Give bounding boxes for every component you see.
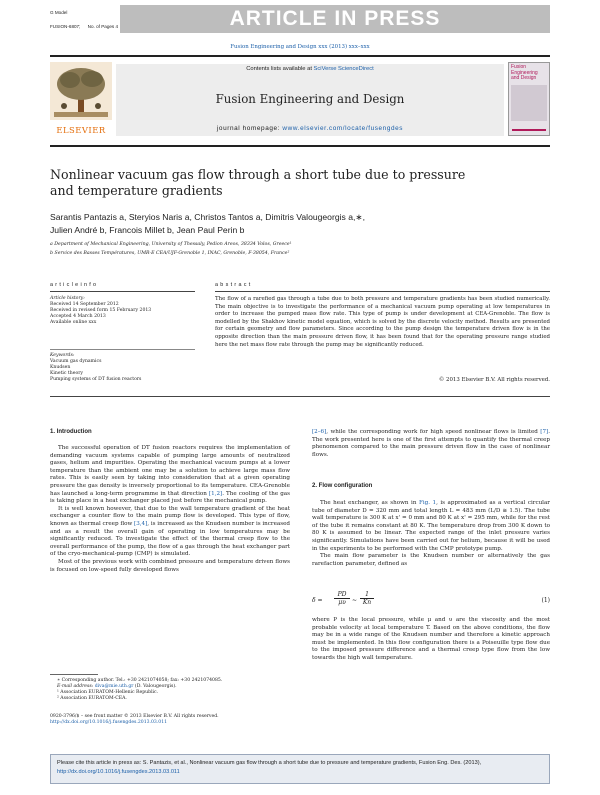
intro-paragraph-2 [50, 506, 290, 559]
intro-p1-text-end: . The cooling of the gas is taking place in a heat exchanger placed just before the mechanical pump. [50, 490, 290, 505]
continued-text: , while the corresponding work for high speed nonlinear flows is limited [326, 429, 541, 435]
flow-paragraph-2: The main flow parameter is the Knudsen number or alternatively the gas rarefaction parameter, defined as [312, 553, 550, 567]
affiliation-a: a Department of Mechanical Engineering, University of Thessaly, Pedion Areos, 38334 Volos, Greece¹ [50, 242, 292, 247]
citation-doi-link[interactable]: http://dx.doi.org/10.1016/j.fusengdes.2013.03.011 [57, 769, 180, 775]
fraction-numerator: 1 [360, 591, 374, 599]
keywords-label: Keywords: [50, 353, 75, 358]
keyword-item: Pumping systems of DT fusion reactors [50, 377, 142, 382]
figure-link[interactable]: Fig. 1 [418, 500, 437, 506]
section-2-heading: 2. Flow configuration [312, 483, 373, 489]
cover-stripe [512, 129, 546, 131]
abstract-heading: a b s t r a c t [215, 282, 251, 288]
affiliation-b: b Service des Basses Températures, UMR-E CEA/UJF-Grenoble 1, INAC, Grenoble, F-38054, France² [50, 250, 290, 256]
online-date: Available online xxx [50, 320, 97, 325]
flow-paragraph-1 [312, 500, 550, 553]
section-1-heading: 1. Introduction [50, 429, 92, 435]
title-line-1: Nonlinear vacuum gas flow through a short tube due to pressure [50, 167, 466, 182]
cover-image [511, 85, 547, 121]
citation-text: Please cite this article in press as: S. Pantazis, et al., Nonlinear vacuum gas flow through a short tube due to pressure and temperature gradients, Fusion Eng. Des. (2013), [57, 760, 482, 766]
masthead-rule [50, 145, 550, 147]
abstract-text: The flow of a rarefied gas through a tube due to both pressure and temperature gradients has been studied numerically. The main objective is to investigate the performance of a mechanical vacuum pump operating at low temperatures in order to increase the pumped mass flow rate. This type of pump is under development at CEA-Grenoble. The flow is modelled by the Shakhov kinetic model equation, which is solved by the discrete velocity method. Results are presented for certain geometry and flow parameters. Since according to the pump design the temperature driven flow is in the opposite direction than the main pressure driven flow, it has been found that for the operating pressure range studied here the net mass flow rate through the pump may be significantly reduced. [215, 296, 550, 348]
footnote-1: ¹ Association EURATOM-Hellenic Republic. [57, 690, 159, 695]
banner-text: ARTICLE IN PRESS [229, 7, 441, 30]
journal-title: Fusion Engineering and Design [215, 92, 405, 106]
elsevier-tree-icon [50, 62, 112, 120]
keyword-item: Knudsen [50, 365, 71, 370]
equation-lhs: δ = [312, 597, 323, 604]
homepage-link[interactable]: www.elsevier.com/locate/fusengdes [282, 125, 404, 132]
intro-continued [312, 429, 550, 459]
publisher-name: ELSEVIER [56, 125, 106, 135]
fusion-id [50, 24, 118, 30]
keyword-item: Vacuum gas dynamics [50, 359, 102, 364]
right-column-top [312, 429, 550, 459]
citation-link[interactable]: [2–6] [312, 429, 327, 435]
article-info-heading: a r t i c l e i n f o [50, 282, 97, 288]
citation-link[interactable]: [1,2] [208, 490, 223, 497]
footnote-rule [50, 674, 98, 675]
right-column-body [312, 500, 550, 568]
issn-block [50, 714, 310, 726]
article-title [50, 167, 550, 198]
history-label: Article history: [50, 296, 85, 301]
accepted-date: Accepted 4 March 2013 [50, 314, 106, 319]
issn-line: 0920-3796/$ – see front matter © 2013 Elsevier B.V. All rights reserved. [50, 714, 219, 719]
citation-link[interactable]: [7] [540, 429, 549, 435]
equation-approx: ~ [352, 597, 358, 604]
homepage-line [116, 125, 504, 132]
author-list [50, 211, 550, 236]
intro-paragraph-3: Most of the previous work with combined pressure and temperature driven flows is focused on low-speed fully developed flows [50, 558, 290, 573]
corresponding-author: ∗ Corresponding author. Tel.: +30 2421074058; fax: +30 2421074085. [57, 678, 223, 683]
equation-1 [312, 591, 550, 613]
gmodel-label: G Model [50, 10, 68, 15]
fraction-denominator: Kn [362, 599, 372, 606]
flow-p1-text: The heat exchanger, as shown in [320, 500, 419, 506]
received-date: Received 14 September 2012 [50, 302, 119, 307]
top-rule [50, 55, 550, 57]
citation-link[interactable]: [3,4] [134, 520, 148, 527]
fusion-id-text: FUSION-6807; [50, 24, 81, 29]
page-count: No. of Pages 4 [87, 24, 119, 29]
email-label: E-mail address: [57, 684, 95, 689]
revised-date: Received in revised form 15 February 2013 [50, 308, 152, 313]
doi-link[interactable]: http://dx.doi.org/10.1016/j.fusengdes.2013.03.011 [50, 720, 168, 725]
article-info-rule [50, 291, 195, 292]
journal-citation: Fusion Engineering and Design xxx (2013) xxx–xxx [230, 44, 370, 50]
authors-line-2: Julien André b, Francois Millet b, Jean Paul Perin b [50, 224, 245, 235]
flow-p1-text-end: , is approximated as a vertical circular tube of diameter D = 320 mm and total length L = 483 mm (L/D ≅ 1.5). The tube wall temperature is 300 K at x' = 0 mm and 80 K at x' = 295 mm, while for the rest of the tube it remains constant at 80 K. The temperature drop from 300 K down to 80 K is assumed to be linear. The expected range of the inlet pressure varies significantly. Simulations have been carried out for helium, because it will be used in the experiments to be performed with the CMP prototype pump. [312, 500, 550, 552]
equation-number: (1) [541, 597, 550, 604]
continued-text-end: . The work presented here is one of the first attempts to quantify the thermal creep phenomenon compared to the main pressure driven flow in the case of nonlinear flows. [312, 429, 550, 458]
intro-p2-text-end: , is increased as the Knudsen number is increased and as a result the overall gain of operating in low temperatures may be significantly reduced. To investigate the effect of the thermal creep flow to the overall performance of the pump, the flow of a gas through the heat exchanger part of the cryo-mechanical-pump (CMP) is simulated. [50, 520, 291, 558]
cover-title: Fusion Engineering and Design [511, 64, 538, 82]
email-suffix: (D. Valougeorgis). [133, 684, 177, 689]
fraction-denominator: μυ [338, 599, 346, 606]
sciencedirect-link[interactable]: SciVerse ScienceDirect [313, 66, 374, 72]
homepage-prefix: journal homepage: [216, 125, 283, 132]
equation-fraction-2 [360, 591, 374, 606]
equation-fraction-1 [334, 591, 350, 606]
elsevier-logo [50, 62, 112, 135]
article-in-press-banner [120, 5, 550, 33]
title-line-2: and temperature gradients [50, 182, 223, 198]
abstract-rule [215, 291, 550, 292]
keywords-rule [50, 349, 195, 350]
left-column-body [50, 445, 290, 574]
article-history [50, 296, 195, 326]
intro-p1-text: The successful operation of DT fusion reactors requires the implementation of demanding vacuum systems capable of pumping large amounts of neutralized gases, helium and impurities. Operating the mechanical vacuum pumps at a lower temperature than the ambient one may be a solution to achieve large mass flow rates. This is easily seen by taking into consideration that at a given operating pressure the gas density is inversely proportional to its temperature. CEA-Grenoble has launched a long-term programme in that direction [50, 445, 290, 497]
affiliations [50, 241, 550, 258]
journal-cover [508, 62, 550, 136]
email-link[interactable]: diva@mie.uth.gr [94, 684, 134, 689]
masthead-panel [116, 64, 504, 136]
abstract-bottom-rule [50, 396, 550, 397]
flow-paragraph-3: where P is the local pressure, while μ and υ are the viscosity and the most probable velocity at local temperature T. Based on the above conditions, the flow may be in a wide range of the Knudsen number and therefore a kinetic approach must be implemented. In this flow configuration there is a Poiseuille type flow due to the imposed pressure difference and a thermal creep type flow from the low towards the high wall temperature. [312, 617, 550, 661]
abstract-copyright: © 2013 Elsevier B.V. All rights reserved. [438, 377, 550, 383]
keywords-block [50, 353, 195, 383]
contents-line [116, 66, 504, 72]
contents-prefix: Contents lists available at [246, 66, 314, 72]
fraction-numerator: PD [334, 591, 350, 599]
intro-paragraph-1 [50, 445, 290, 506]
footnotes [57, 678, 297, 702]
intro-p2-text: It is well known however, that due to the wall temperature gradient of the heat exchanger a counter flow to the main pump flow is developed. This type of flow, known as thermal creep flow [50, 505, 290, 527]
footnote-2: ² Association EURATOM-CEA. [57, 696, 127, 701]
keyword-item: Kinetic theory [50, 371, 84, 376]
citation-box [50, 754, 550, 784]
right-column-bottom [312, 617, 550, 663]
authors-line-1: Sarantis Pantazis a, Steryios Naris a, Christos Tantos a, Dimitris Valougeorgis a,∗, [50, 212, 365, 222]
